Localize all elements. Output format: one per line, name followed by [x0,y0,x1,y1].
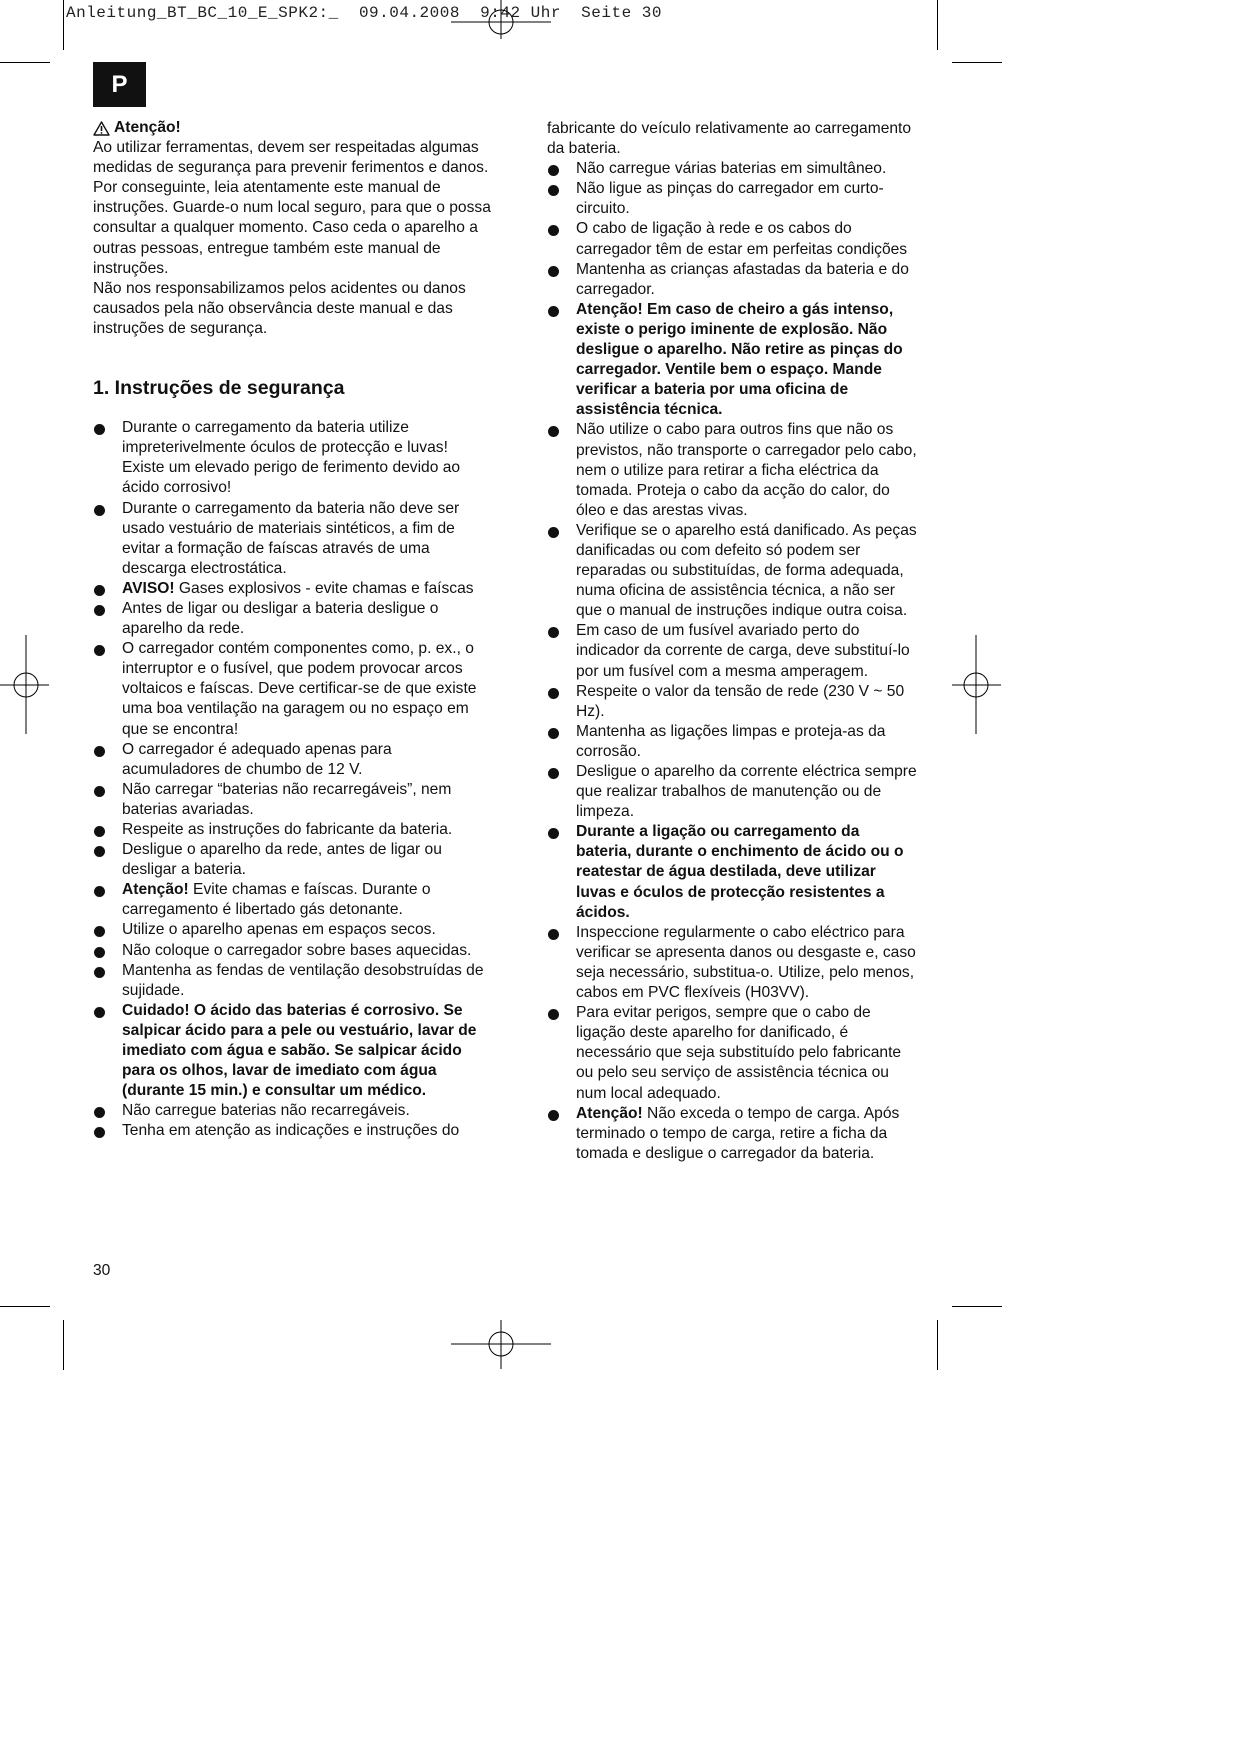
list-item-text: Não ligue as pinças do carregador em curto-circuito. [576,180,884,218]
list-item-text: Desligue o aparelho da corrente eléctrica sempre que realizar trabalhos de manutenção ou de limpeza. [576,763,917,821]
list-item-text: Não carregar “baterias não recarregáveis”, nem baterias avariadas. [122,780,452,818]
list-item [93,1121,493,1141]
list-item-continuation: fabricante do veículo relativamente ao carregamento da bateria. [547,120,912,158]
bullet-icon [94,746,105,757]
list-item-text: Utilize o aparelho apenas em espaços secos. [122,921,436,939]
bullet-icon [94,947,105,958]
bullet-icon [548,768,559,779]
bullet-icon [94,645,105,656]
list-item [547,1104,917,1164]
list-item [547,682,917,722]
list-item [93,1101,493,1121]
list-item-text: O cabo de ligação à rede e os cabos do carregador têm de estar em perfeitas condições [576,220,908,258]
registration-mark-bottom [450,1320,552,1370]
list-item-emphasis: Atenção! [576,1104,643,1122]
registration-mark-right [952,635,1002,735]
language-tab: P [93,62,146,107]
list-item-text: Mantenha as ligações limpas e proteja-as da corrosão. [576,722,886,760]
list-item [547,159,917,179]
warning-title: Atenção! [114,119,181,136]
list-item [93,499,493,579]
left-safety-list [93,418,493,1141]
list-item-text: Durante o carregamento da bateria utilize impreterivelmente óculos de protecção e luvas! Existe um elevado perigo de ferimento devido ao ácido corrosivo! [122,419,461,497]
list-item-text: Não exceda o tempo de carga. Após terminado o tempo de carga, retire a ficha da tomada e desligue o carregador da bateria. [576,1104,900,1162]
list-item [547,621,917,681]
bullet-icon [94,1007,105,1018]
list-item-text: Mantenha as crianças afastadas da bateria e do carregador. [576,260,909,298]
list-item-text: Gases explosivos - evite chamas e faíscas [174,579,474,597]
bullet-icon [548,225,559,236]
warning-paragraph-1: Ao utilizar ferramentas, devem ser respeitadas algumas medidas de segurança para prevenir ferimentos e danos. Por conseguinte, leia atentamente este manual de instruções. Guarde-o num local seguro, para que o possa consultar a qualquer momento. Caso ceda o aparelho a outras pessoas, entregue também este manual de instruções. [93,139,491,277]
bullet-icon [94,605,105,616]
list-item [93,961,493,1001]
bullet-icon [94,1127,105,1138]
bullet-icon [548,185,559,196]
list-item [547,822,917,922]
bullet-icon [548,165,559,176]
warning-triangle-icon [93,121,110,136]
bullet-icon [548,627,559,638]
list-item-text: Evite chamas e faíscas. Durante o carregamento é libertado gás detonante. [122,881,431,919]
list-item-text: Respeite o valor da tensão de rede (230 V ~ 50 Hz). [576,682,905,720]
bullet-icon [548,426,559,437]
list-item-text: Durante o carregamento da bateria não deve ser usado vestuário de materiais sintéticos, a fim de evitar a formação de faíscas através de uma descarga electrostática. [122,499,460,577]
list-item-emphasis: Cuidado! O ácido das baterias é corrosivo. Se salpicar ácido para a pele ou vestuário, lavar de imediato com água e sabão. Se salpicar ácido para os olhos, lavar de imediato com água (durante 15 min.) e consultar um médico. [122,1001,477,1100]
bullet-icon [94,926,105,937]
running-header: Anleitung_BT_BC_10_E_SPK2:_ 09.04.2008 9:42 Uhr Seite 30 [66,4,662,22]
list-item-emphasis: AVISO! [122,579,175,597]
warning-paragraph-2: Não nos responsabilizamos pelos acidentes ou danos causados pela não observância deste manual e das instruções de segurança. [93,279,466,337]
bullet-icon [94,846,105,857]
bullet-icon [548,1110,559,1121]
list-item [547,420,917,520]
left-column [93,118,493,1142]
bullet-icon [94,424,105,435]
list-item [93,880,493,920]
warning-heading [93,118,493,138]
right-safety-list [547,119,917,1164]
list-item-text: Não carregue baterias não recarregáveis. [122,1102,410,1120]
list-item-emphasis: Atenção! [122,881,189,899]
list-item [93,579,493,599]
bullet-icon [548,929,559,940]
page-number: 30 [93,1262,111,1279]
bullet-icon [94,826,105,837]
list-item-emphasis: Durante a ligação ou carregamento da bateria, durante o enchimento de ácido ou o reatestar de água destilada, deve utilizar luvas e óculos de protecção resistentes a ácidos. [576,823,904,921]
bullet-icon [548,306,559,317]
list-item-text: Para evitar perigos, sempre que o cabo de ligação deste aparelho for danificado, é necessário que seja substituído pelo fabricante ou pelo seu serviço de assistência técnica ou num local adequado. [576,1004,902,1102]
list-item-text: Verifique se o aparelho está danificado. As peças danificadas ou com defeito só podem ser reparadas ou substituídas, de forma adequada, numa oficina de assistência técnica, a não ser que o manual de instruções indique outra coisa. [576,521,917,620]
list-item-text: Tenha em atenção as indicações e instruções do [122,1122,460,1140]
list-item [547,521,917,621]
list-item [547,722,917,762]
list-item [93,740,493,780]
list-item-text: Não carregue várias baterias em simultâneo. [576,160,887,178]
list-item [547,260,917,300]
list-item [547,1003,917,1103]
list-item-text: Respeite as instruções do fabricante da bateria. [122,821,453,838]
right-column [547,119,917,1164]
list-item-text: Desligue o aparelho da rede, antes de ligar ou desligar a bateria. [122,841,442,879]
bullet-icon [548,1009,559,1020]
registration-mark-top [450,0,552,40]
bullet-icon [94,1107,105,1118]
list-item [547,300,917,421]
list-item [93,920,493,940]
list-item-text: Antes de ligar ou desligar a bateria desligue o aparelho da rede. [122,599,439,638]
list-item-text: Em caso de um fusível avariado perto do indicador da corrente de carga, deve substituí-lo por um fusível com a mesma amperagem. [576,622,910,680]
list-item [547,179,917,219]
bullet-icon [548,728,559,739]
list-item [93,840,493,880]
list-item [547,219,917,259]
bullet-icon [94,505,105,516]
list-item-text: Não coloque o carregador sobre bases aquecidas. [122,941,472,959]
list-item-text: Mantenha as fendas de ventilação desobstruídas de sujidade. [122,961,484,999]
list-item-text: O carregador contém componentes como, p. ex., o interruptor e o fusível, que podem provocar arcos voltaicos e faíscas. Deve certificar-se de que existe uma boa ventilação na garagem ou no espaço em que se encontra! [122,640,477,738]
bullet-icon [548,688,559,699]
list-item [93,639,493,739]
list-item [93,599,493,639]
list-item [93,941,493,961]
list-item [93,780,493,820]
list-item [93,1001,493,1101]
bullet-icon [94,786,105,797]
list-item-text: Inspeccione regularmente o cabo eléctrico para verificar se apresenta danos ou desgaste e, caso seja necessário, substitua-o. Utilize, pelo menos, cabos em PVC flexíveis (H03VV). [576,923,916,1002]
bullet-icon [94,967,105,978]
registration-mark-left [0,635,50,735]
list-item-text: Não utilize o cabo para outros fins que não os previstos, não transporte o carregador pelo cabo, nem o utilize para retirar a ficha eléctrica da tomada. Proteja o cabo da acção do calor, do óleo e das arestas vivas. [576,421,917,519]
list-item [93,418,493,498]
bullet-icon [548,828,559,839]
list-item-text: O carregador é adequado apenas para acumuladores de chumbo de 12 V. [122,740,392,778]
list-item [93,820,493,840]
list-item [547,923,917,1003]
list-item-emphasis: Atenção! Em caso de cheiro a gás intenso, existe o perigo iminente de explosão. Não desligue o aparelho. Não retire as pinças do carregador. Ventile bem o espaço. Mande verificar a bateria por uma oficina de assistência técnica. [576,300,903,419]
bullet-icon [94,585,105,596]
list-item [547,762,917,822]
bullet-icon [548,266,559,277]
bullet-icon [94,886,105,897]
section-title: 1. Instruções de segurança [93,377,345,400]
bullet-icon [548,527,559,538]
